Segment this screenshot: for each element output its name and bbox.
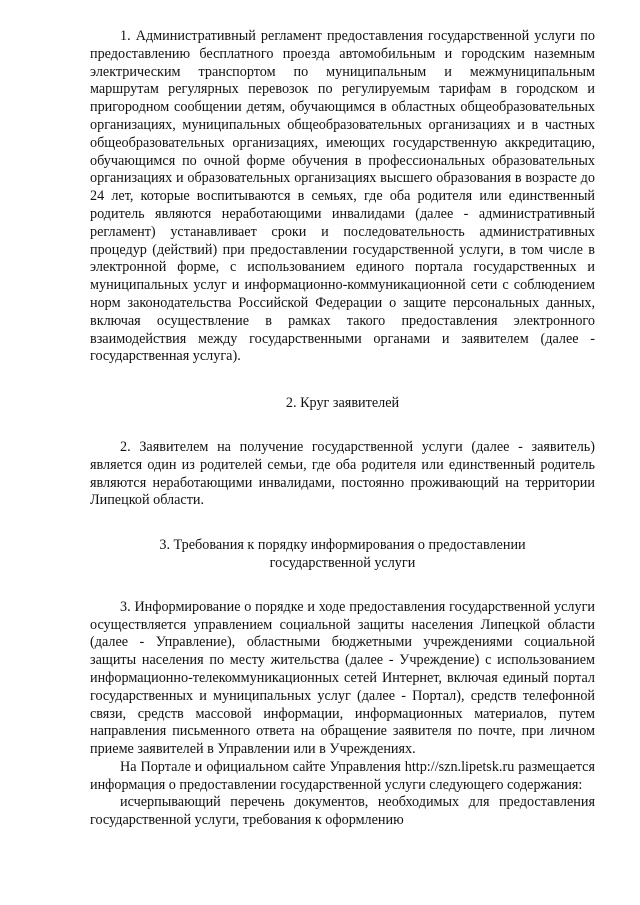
spacer	[90, 510, 595, 537]
spacer	[90, 573, 595, 599]
section-heading-3-line-1: 3. Требования к порядку информирования о предоставлении	[159, 537, 526, 554]
paragraph-1: 1. Административный регламент предоставления государственной услуги по предоставлению бесплатного проезда автомобильным и городским наземным электрическим транспортом по муниципальным и межмуниципальным маршрутам регулярных перевозок по регулируемым тарифам в городском и пригородном сообщении детям, обучающимся в областных общеобразовательных организациях, муниципальных общеобразовательных организациях и в частных общеобразовательных организациях, имеющих государственную аккредитацию, обучающимся по очной форме обучения в профессиональных образовательных организациях и образовательных организациях высшего образования в возрасте до 24 лет, которые воспитываются в семьях, где оба родителя или единственный родитель являются неработающими инвалидами (далее - административный регламент) устанавливает сроки и последовательность административных процедур (действий) при предоставлении государственной услуги, в том числе в электронной форме, с использованием единого портала государственных и муниципальных услуг и информационно-коммуникационной сети с соблюдением норм законодательства Российской Федерации о защите персональных данных, включая осуществление в рамках такого предоставления электронного взаимодействия между государственными органами и заявителем (далее - государственная услуга).	[90, 28, 595, 365]
paragraph-5: исчерпывающий перечень документов, необходимых для предоставления государственной услуги, требования к оформлению	[90, 794, 595, 829]
section-heading-2: 2. Круг заявителей	[285, 395, 400, 412]
section-heading-3	[90, 537, 595, 573]
document-body	[90, 28, 595, 830]
paragraph-3: 3. Информирование о порядке и ходе предоставления государственной услуги осуществляется управлением социальной защиты населения Липецкой области (далее - Управление), областными бюджетными учреждениями социальной защиты населения по месту жительства (далее - Учреждение) с использованием информационно-телекоммуникационных сетей Интернет, включая единый портал государственных и муниципальных услуг (далее - Портал), средств телефонной связи, средств массовой информации, информационных материалов, путем направления письменного ответа на обращение заявителя по почте, при личном приеме заявителей в Управлении или в Учреждениях.	[90, 598, 595, 758]
paragraph-4: На Портале и официальном сайте Управления http://szn.lipetsk.ru размещается информация о предоставлении государственной услуги следующего содержания:	[90, 758, 595, 793]
spacer	[90, 366, 595, 395]
paragraph-2: 2. Заявителем на получение государственной услуги (далее - заявитель) является один из родителей семьи, где оба родителя или единственный родитель являются неработающими инвалидами, постоянно проживающий на территории Липецкой области.	[90, 438, 595, 509]
section-heading-3-line-2: государственной услуги	[269, 554, 416, 571]
spacer	[90, 413, 595, 439]
